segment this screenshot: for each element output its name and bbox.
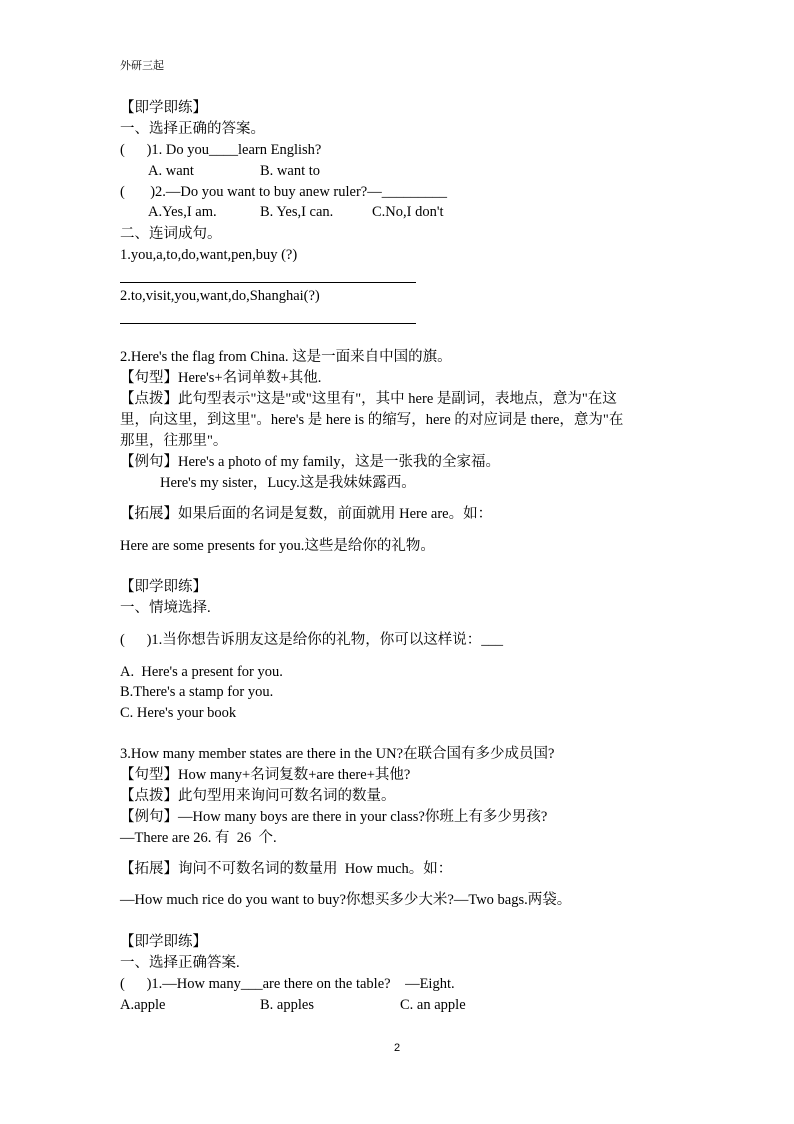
example-sentence: Here's my sister，Lucy.这是我妹妹露西。 [160,475,416,491]
tip-line: 里，向这里，到这里"。here's 是 here is 的缩写，here 的对应词是 there，意为"在 [120,412,624,428]
page-header: 外研三起 [120,60,164,72]
part-title: 一、情境选择. [120,600,211,616]
part-title: 二、连词成句。 [120,226,222,242]
option-c: C. Here's your book [120,705,237,721]
part-title: 一、选择正确答案. [120,955,240,971]
part-title: 一、选择正确的答案。 [120,121,265,137]
extension-note: 【拓展】如果后面的名词是复数，前面就用 Here are。如： [120,506,493,522]
section-heading: 2.Here's the flag from China. 这是一面来自中国的旗。 [120,349,452,365]
answer-line [120,323,416,324]
option-b: B. Yes,I can. [260,204,334,220]
tip-line: 那里，往那里"。 [120,433,228,449]
practice-title: 【即学即练】 [120,100,207,116]
page-number: 2 [394,1042,401,1054]
option-b: B. apples [260,997,314,1013]
extension-example: Here are some presents for you.这些是给你的礼物。 [120,538,435,554]
question-1: ( )1.—How many___are there on the table? —Eight. [120,976,455,992]
question-1: ( )1.当你想告诉朋友这是给你的礼物，你可以这样说：___ [120,632,504,648]
example-sentence: —There are 26. 有 26 个. [120,830,277,846]
tip-line: 【点拨】此句型表示"这是"或"这里有"，其中 here 是副词，表地点，意为"在这 [120,391,617,407]
example-sentence: 【例句】—How many boys are there in your class?你班上有多少男孩? [120,809,548,825]
example-sentence: 【例句】Here's a photo of my family，这是一张我的全家福。 [120,454,500,470]
pattern-note: 【句型】How many+名词复数+are there+其他? [120,767,411,783]
option-b: B. want to [260,163,321,179]
extension-note: 【拓展】询问不可数名词的数量用 How much。如： [120,861,453,877]
question-2: ( )2.—Do you want to buy anew ruler?—_________ [120,184,447,200]
option-b: B.There's a stamp for you. [120,684,274,700]
pattern-note: 【句型】Here's+名词单数+其他. [120,370,322,386]
answer-line [120,282,416,283]
option-a: A.Yes,I am. [148,204,217,220]
option-a: A. want [148,163,194,179]
option-c: C. an apple [400,997,466,1013]
option-c: C.No,I don't [372,204,444,220]
tip-line: 【点拨】此句型用来询问可数名词的数量。 [120,788,396,804]
practice-title: 【即学即练】 [120,579,207,595]
section-heading: 3.How many member states are there in the UN?在联合国有多少成员国? [120,746,555,762]
option-a: A. Here's a present for you. [120,664,283,680]
option-a: A.apple [120,997,166,1013]
question-1: ( )1. Do you____learn English? [120,142,322,158]
extension-example: —How much rice do you want to buy?你想买多少大米?—Two bags.两袋。 [120,892,572,908]
sentence-2: 2.to,visit,you,want,do,Shanghai(?) [120,288,320,304]
practice-title: 【即学即练】 [120,934,207,950]
sentence-1: 1.you,a,to,do,want,pen,buy (?) [120,247,298,263]
